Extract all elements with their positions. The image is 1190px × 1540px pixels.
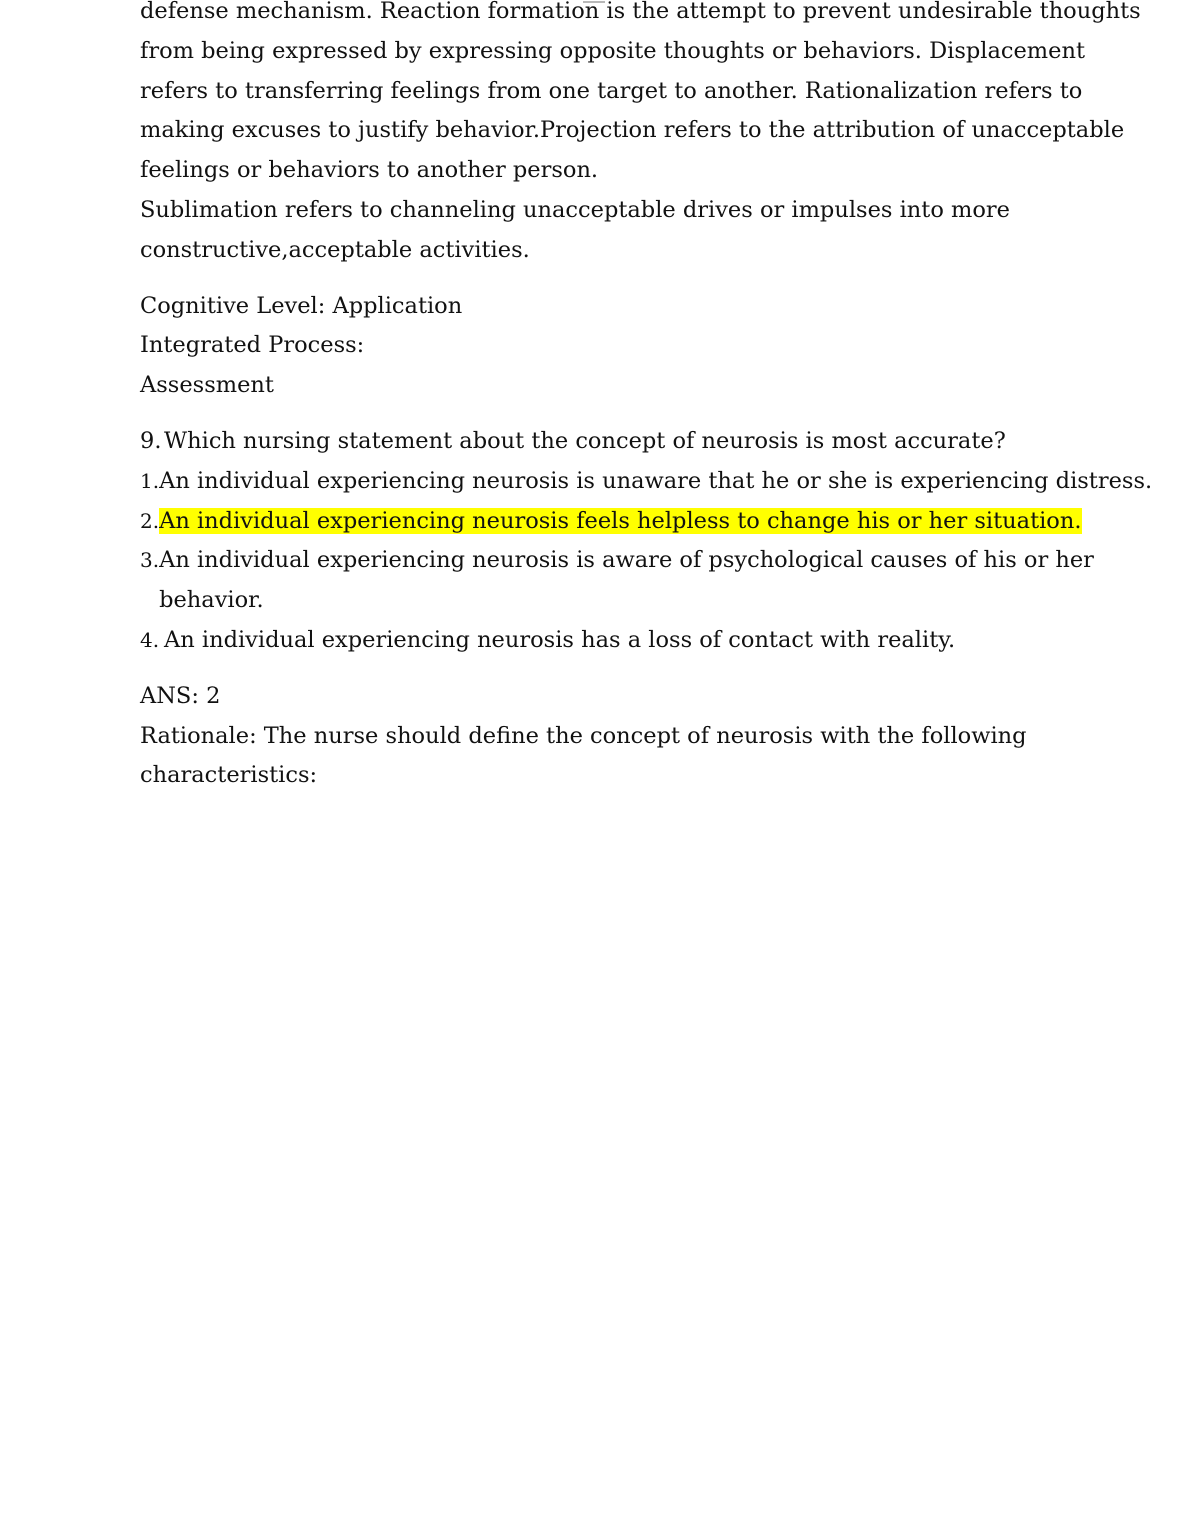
document-content xyxy=(140,0,1153,796)
question-block xyxy=(140,422,1153,661)
text-line: Sublimation refers to channeling unacceptable drives or impulses into more xyxy=(140,196,1010,223)
answer-option-1 xyxy=(140,462,1153,502)
cognitive-level: Cognitive Level: Application xyxy=(140,292,463,319)
option-text: An individual experiencing neurosis has a loss of contact with reality. xyxy=(164,626,956,653)
question-meta xyxy=(140,287,1050,406)
text-line: defense mechanism. Reaction formation is the attempt to prevent undesirable thoughts xyxy=(140,0,1141,24)
option-number: 2. xyxy=(140,508,160,533)
question-stem xyxy=(140,422,1050,462)
option-number: 3. xyxy=(140,548,160,573)
answer-option-2 xyxy=(140,502,1082,542)
answer-option-3 xyxy=(140,541,1094,621)
option-number: 1. xyxy=(140,468,160,493)
question-text: Which nursing statement about the concept of neurosis is most accurate? xyxy=(164,427,1006,454)
previous-rationale-paragraph xyxy=(140,0,1141,271)
text-line: from being expressed by expressing opposite thoughts or behaviors. Displacement xyxy=(140,37,1085,64)
question-number: 9. xyxy=(140,427,162,454)
option-text-continued: behavior. xyxy=(159,587,264,614)
integrated-process-label: Integrated Process: xyxy=(140,332,365,359)
answer-label: ANS: 2 xyxy=(140,682,221,709)
integrated-process-value: Assessment xyxy=(140,372,274,399)
text-line: refers to transferring feelings from one target to another. Rationalization refers to xyxy=(140,77,1083,104)
rationale-line: Rationale: The nurse should define the concept of neurosis with the following xyxy=(140,722,1027,749)
highlighted-option-text: An individual experiencing neurosis feels helpless to change his or her situation. xyxy=(159,507,1082,534)
answer-option-4 xyxy=(140,621,1050,661)
rationale-line: characteristics: xyxy=(140,762,318,789)
text-line: feelings or behaviors to another person. xyxy=(140,157,599,184)
text-line: making excuses to justify behavior.Projection refers to the attribution of unacceptable xyxy=(140,117,1125,144)
option-text: An individual experiencing neurosis is unaware that he or she is experiencing distress. xyxy=(159,467,1153,494)
option-text: An individual experiencing neurosis is aware of psychological causes of his or her xyxy=(159,547,1094,574)
answer-block xyxy=(140,677,1050,796)
text-line: constructive,acceptable activities. xyxy=(140,236,530,263)
option-number: 4. xyxy=(140,627,160,652)
